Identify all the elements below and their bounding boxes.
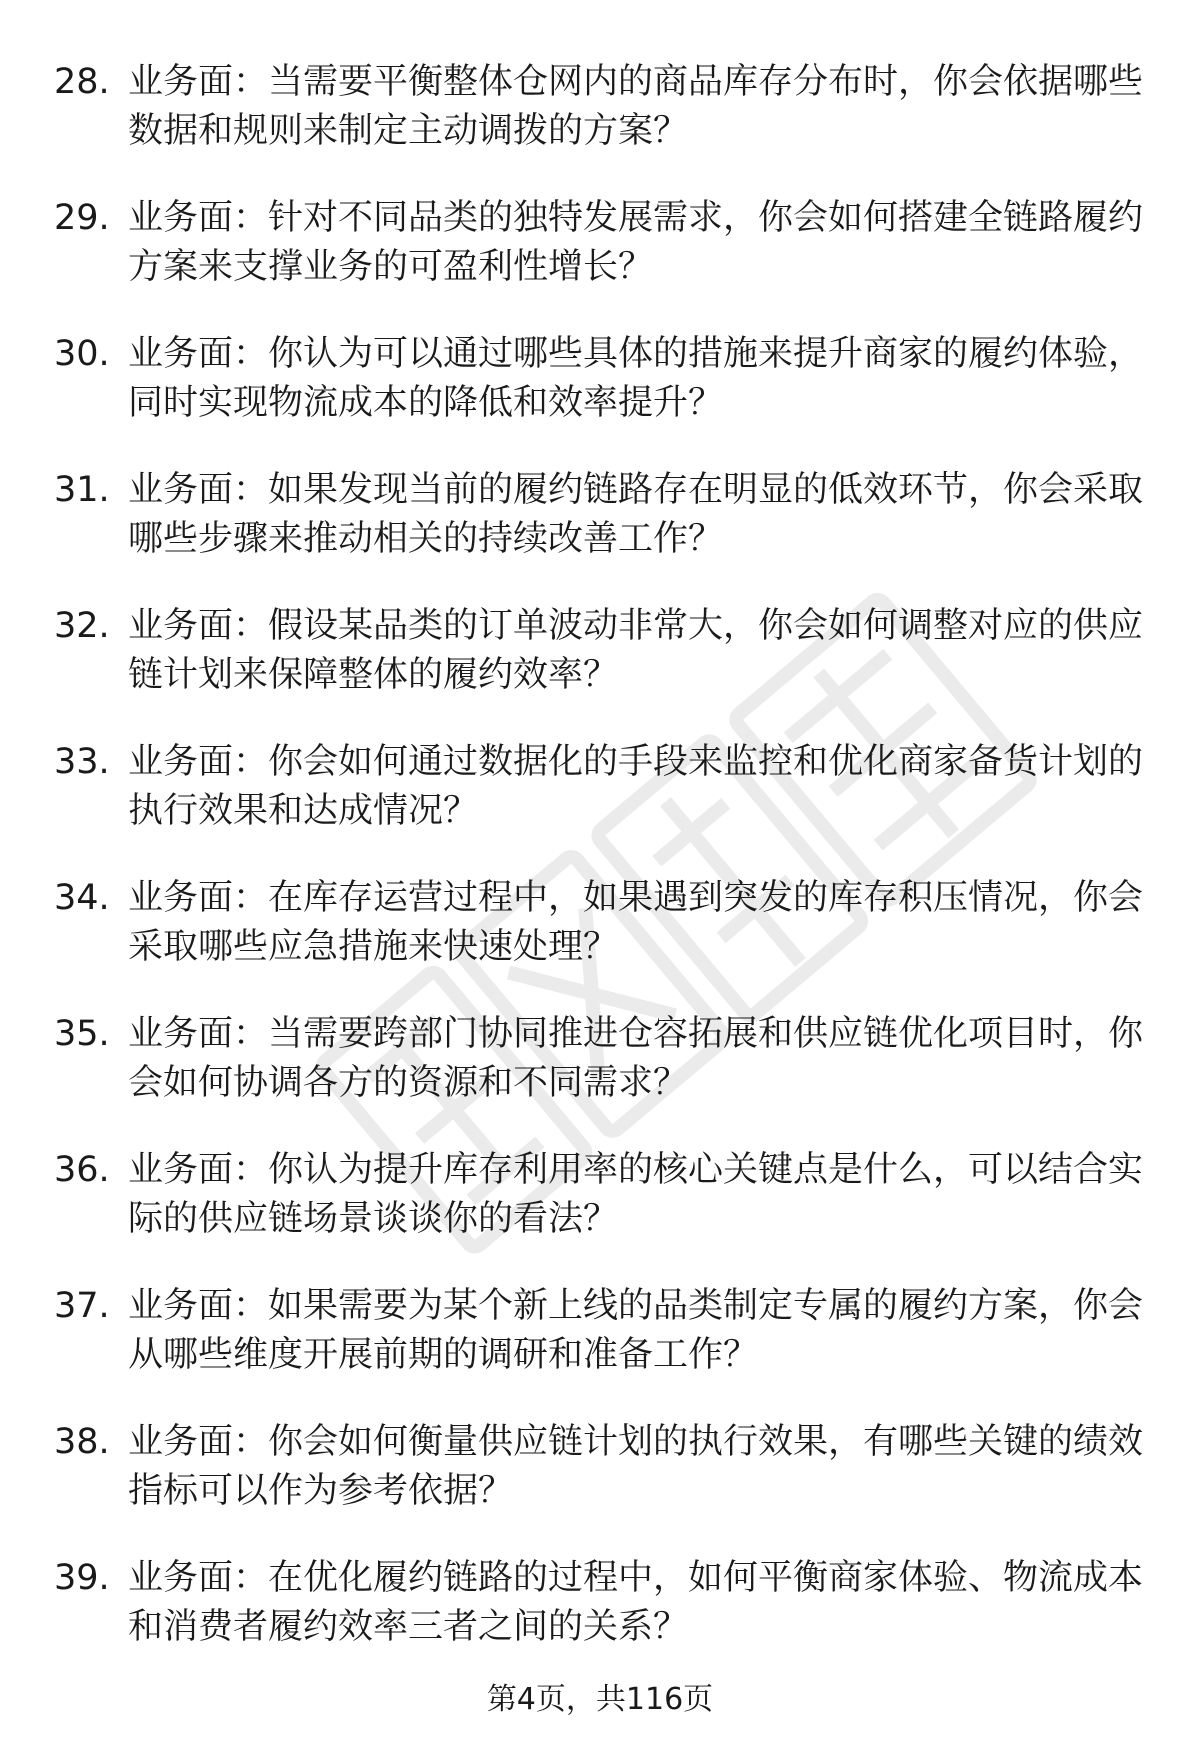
question-text: 业务面：当需要平衡整体仓网内的商品库存分布时，你会依据哪些数据和规则来制定主动调拨的方案？	[128, 62, 1144, 151]
question-number: 36.	[54, 1150, 110, 1190]
question-number: 37.	[54, 1286, 110, 1326]
question-number: 30.	[54, 334, 110, 374]
question-text: 业务面：你会如何通过数据化的手段来监控和优化商家备货计划的执行效果和达成情况？	[128, 742, 1144, 831]
question-number: 29.	[54, 198, 110, 238]
question-text: 业务面：在库存运营过程中，如果遇到突发的库存积压情况，你会采取哪些应急措施来快速处理？	[128, 878, 1144, 967]
question-item	[54, 602, 1154, 700]
question-text: 业务面：在优化履约链路的过程中，如何平衡商家体验、物流成本和消费者履约效率三者之间的关系？	[128, 1558, 1144, 1647]
question-text: 业务面：针对不同品类的独特发展需求，你会如何搭建全链路履约方案来支撑业务的可盈利性增长？	[128, 198, 1144, 287]
question-item	[54, 1010, 1154, 1108]
question-item	[54, 194, 1154, 292]
question-number: 31.	[54, 470, 110, 510]
question-number: 34.	[54, 878, 110, 918]
question-item	[54, 58, 1154, 156]
question-item	[54, 738, 1154, 836]
question-list	[54, 58, 1154, 1690]
question-text: 业务面：你认为提升库存利用率的核心关键点是什么，可以结合实际的供应链场景谈谈你的看法？	[128, 1150, 1144, 1239]
question-item	[54, 1554, 1154, 1652]
question-item	[54, 1282, 1154, 1380]
page-footer: 第4页，共116页	[486, 1682, 714, 1717]
question-item	[54, 874, 1154, 972]
question-text: 业务面：你认为可以通过哪些具体的措施来提升商家的履约体验，同时实现物流成本的降低和效率提升？	[128, 334, 1144, 423]
question-item	[54, 1146, 1154, 1244]
question-number: 39.	[54, 1558, 110, 1598]
question-number: 32.	[54, 606, 110, 646]
question-number: 33.	[54, 742, 110, 782]
question-number: 35.	[54, 1014, 110, 1054]
question-item	[54, 330, 1154, 428]
question-text: 业务面：假设某品类的订单波动非常大，你会如何调整对应的供应链计划来保障整体的履约效率？	[128, 606, 1144, 695]
question-text: 业务面：当需要跨部门协同推进仓容拓展和供应链优化项目时，你会如何协调各方的资源和不同需求？	[128, 1014, 1144, 1103]
question-number: 38.	[54, 1422, 110, 1462]
question-text: 业务面：你会如何衡量供应链计划的执行效果，有哪些关键的绩效指标可以作为参考依据？	[128, 1422, 1144, 1511]
question-text: 业务面：如果发现当前的履约链路存在明显的低效环节，你会采取哪些步骤来推动相关的持续改善工作？	[128, 470, 1144, 559]
question-item	[54, 466, 1154, 564]
question-text: 业务面：如果需要为某个新上线的品类制定专属的履约方案，你会从哪些维度开展前期的调研和准备工作？	[128, 1286, 1144, 1375]
question-item	[54, 1418, 1154, 1516]
question-number: 28.	[54, 62, 110, 102]
